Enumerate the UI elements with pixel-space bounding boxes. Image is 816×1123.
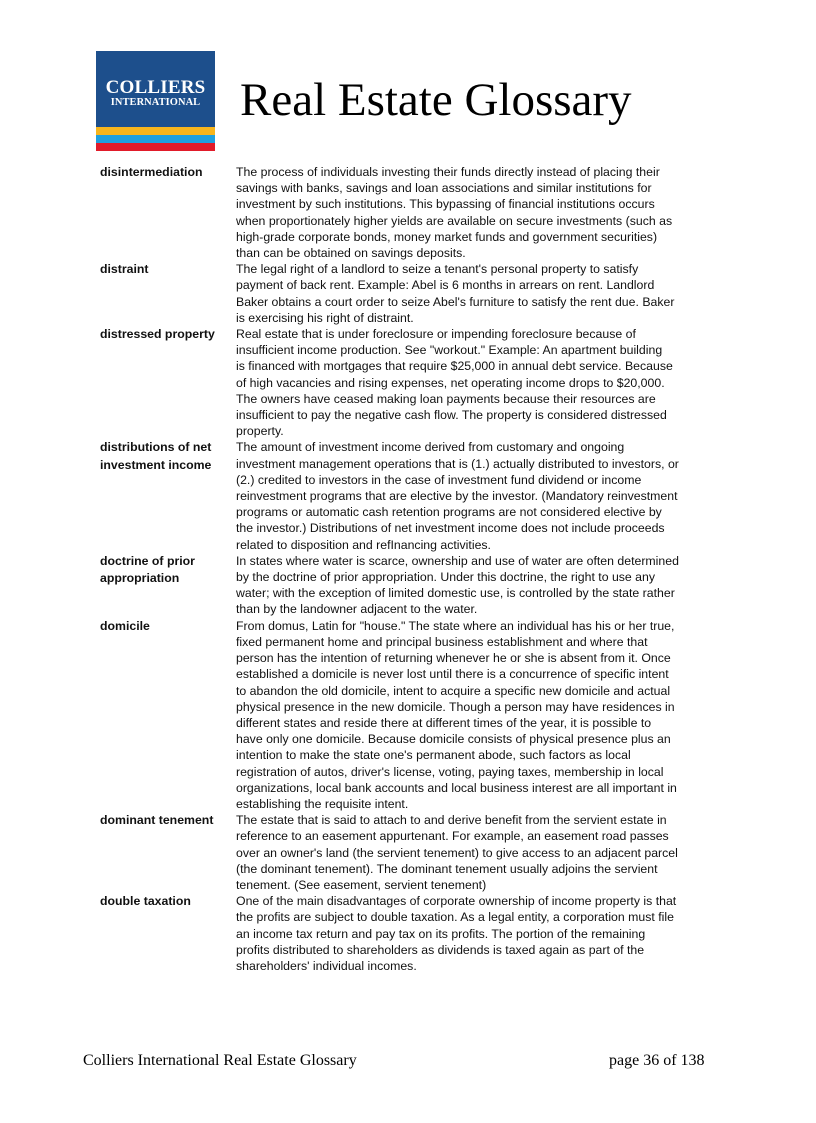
definition-line: registration of autos, driver's license, voting, paying taxes, membership in local bbox=[236, 764, 664, 779]
glossary-term-line: doctrine of prior bbox=[100, 553, 195, 568]
definition-line: insufficient to pay the negative cash flow. The property is considered distressed bbox=[236, 408, 667, 423]
definition-line: when proportionately higher yields are available on secure investments (such as bbox=[236, 213, 673, 228]
definition-line: have only one domicile. Because domicile consists of physical presence plus an bbox=[236, 732, 671, 747]
definition-line: investment management operations that is (1.) actually distributed to investors, or bbox=[236, 456, 679, 471]
definition-line: payment of back rent. Example: Abel is 6 months in arrears on rent. Landlord bbox=[236, 278, 655, 293]
glossary-term bbox=[100, 553, 236, 618]
definition-line: The owners have ceased making loan payments because their resources are bbox=[236, 391, 656, 406]
definition-line: property. bbox=[236, 424, 284, 439]
glossary-term bbox=[100, 893, 236, 974]
definition-line: investment by such institutions. This bypassing of financial institutions occurs bbox=[236, 197, 655, 212]
logo-blue-block bbox=[96, 51, 215, 127]
glossary-term-line: double taxation bbox=[100, 894, 191, 909]
definition-line: by the doctrine of prior appropriation. Under this doctrine, the right to use any bbox=[236, 570, 656, 585]
definition-line: an income tax return and pay tax on its profits. The portion of the remaining bbox=[236, 926, 646, 941]
logo-stripe-yellow bbox=[96, 127, 215, 135]
definition-line: organizations, local bank accounts and local business interest are all important in bbox=[236, 780, 677, 795]
glossary-definition bbox=[236, 439, 720, 552]
definition-line: (the dominant tenement). The dominant tenement usually adjoins the servient bbox=[236, 861, 658, 876]
definition-line: reinvestment programs that are elective by the investor. (Mandatory reinvestment bbox=[236, 489, 678, 504]
definition-line: water; with the exception of limited domestic use, is controlled by the state rather bbox=[236, 586, 675, 601]
glossary-term-line: distraint bbox=[100, 262, 149, 277]
logo-name: COLLIERS bbox=[105, 76, 206, 98]
definition-line: established a domicile is never lost until there is a concurrence of specific intent bbox=[236, 667, 669, 682]
glossary-entry bbox=[100, 439, 730, 552]
glossary-entry bbox=[100, 553, 730, 618]
definition-line: tenement. (See easement, servient tenement) bbox=[236, 877, 487, 892]
glossary-definition bbox=[236, 618, 720, 812]
definition-line: is financed with mortgages that require $25,000 in annual debt service. Because bbox=[236, 359, 673, 374]
definition-line: In states where water is scarce, ownership and use of water are often determined bbox=[236, 553, 679, 568]
definition-line: to abandon the old domicile, intent to acquire a specific new domicile and actual bbox=[236, 683, 671, 698]
glossary-term-line: distressed property bbox=[100, 327, 215, 342]
glossary-entry bbox=[100, 812, 730, 893]
definition-line: the profits are subject to double taxation. As a legal entity, a corporation must file bbox=[236, 910, 674, 925]
glossary-term bbox=[100, 326, 236, 439]
glossary-term-line: dominant tenement bbox=[100, 813, 214, 828]
definition-line: high-grade corporate bonds, money market funds and government securities) bbox=[236, 229, 658, 244]
definition-line: is exercising his right of distraint. bbox=[236, 310, 414, 325]
glossary-term bbox=[100, 812, 236, 893]
definition-line: person has the intention of returning whenever he or she is absent from it. Once bbox=[236, 651, 671, 666]
definition-line: The process of individuals investing their funds directly instead of placing their bbox=[236, 165, 660, 179]
glossary-definition bbox=[236, 164, 720, 261]
glossary-term-line: disintermediation bbox=[100, 165, 203, 179]
definition-line: the investor.) Distributions of net investment income does not include proceeds bbox=[236, 521, 665, 536]
glossary-entry bbox=[100, 326, 730, 439]
glossary-definition bbox=[236, 326, 720, 439]
glossary-term-line: investment income bbox=[100, 457, 212, 472]
definition-line: Real estate that is under foreclosure or impending foreclosure because of bbox=[236, 327, 636, 342]
definition-line: fixed permanent home and principal business establishment and where that bbox=[236, 634, 648, 649]
definition-line: establishing the requisite intent. bbox=[236, 796, 409, 811]
glossary-term-line: domicile bbox=[100, 618, 150, 633]
glossary-term-line: distributions of net bbox=[100, 440, 212, 455]
definition-line: reference to an easement appurtenant. For example, an easement road passes bbox=[236, 829, 669, 844]
glossary-entry bbox=[100, 893, 730, 974]
definition-line: programs or automatic cash retention programs are not considered elective by bbox=[236, 505, 662, 520]
definition-line: The legal right of a landlord to seize a tenant's personal property to satisfy bbox=[236, 262, 639, 277]
glossary-term bbox=[100, 164, 236, 261]
definition-line: profits distributed to shareholders as dividends is taxed again as part of the bbox=[236, 942, 645, 957]
logo-subtitle: INTERNATIONAL bbox=[110, 96, 201, 108]
glossary-definition bbox=[236, 812, 720, 893]
logo-stripe-red bbox=[96, 143, 215, 151]
definition-line: related to disposition and refInancing activities. bbox=[236, 537, 491, 552]
definition-line: (2.) credited to investors in the case of investment fund dividend or income bbox=[236, 472, 642, 487]
definition-line: The amount of investment income derived from customary and ongoing bbox=[236, 440, 625, 455]
glossary-term bbox=[100, 261, 236, 326]
glossary-entry bbox=[100, 618, 730, 812]
page-title: Real Estate Glossary bbox=[240, 74, 632, 126]
logo-stripe-cyan bbox=[96, 135, 215, 143]
glossary-definition bbox=[236, 553, 720, 618]
definition-line: physical presence in the new domicile. Though a person may have residences in bbox=[236, 699, 675, 714]
definition-line: shareholders' individual incomes. bbox=[236, 958, 417, 973]
glossary-term bbox=[100, 439, 236, 552]
glossary-list bbox=[100, 164, 730, 974]
definition-line: over an owner's land (the servient tenement) to give access to an adjacent parcel bbox=[236, 845, 678, 860]
definition-line: savings with banks, savings and loan associations and similar institutions for bbox=[236, 181, 652, 196]
definition-line: From domus, Latin for "house." The state where an individual has his or her true, bbox=[236, 618, 675, 633]
definition-line: insufficient income production. See "workout." Example: An apartment building bbox=[236, 343, 663, 358]
colliers-logo bbox=[96, 51, 215, 151]
definition-line: of high vacancies and rising expenses, net operating income drops to $20,000. bbox=[236, 375, 665, 390]
footer-page-number: page 36 of 138 bbox=[609, 1052, 705, 1069]
definition-line: intention to make the state one's permanent abode, such factors as local bbox=[236, 748, 631, 763]
footer-document-title: Colliers International Real Estate Glossary bbox=[83, 1052, 357, 1069]
glossary-term-line: appropriation bbox=[100, 571, 180, 586]
glossary-definition bbox=[236, 893, 720, 974]
definition-line: than can be obtained on savings deposits. bbox=[236, 246, 466, 261]
glossary-definition bbox=[236, 261, 720, 326]
definition-line: different states and reside there at different times of the year, it is possible to bbox=[236, 715, 652, 730]
definition-line: Baker obtains a court order to seize Abel's furniture to satisfy the rent due. Baker bbox=[236, 294, 675, 309]
definition-line: One of the main disadvantages of corporate ownership of income property is that bbox=[236, 894, 677, 909]
glossary-entry bbox=[100, 261, 730, 326]
glossary-term bbox=[100, 618, 236, 812]
definition-line: The estate that is said to attach to and derive benefit from the servient estate in bbox=[236, 813, 667, 828]
definition-line: than by the landowner adjacent to the water. bbox=[236, 602, 478, 617]
glossary-entry bbox=[100, 164, 730, 261]
